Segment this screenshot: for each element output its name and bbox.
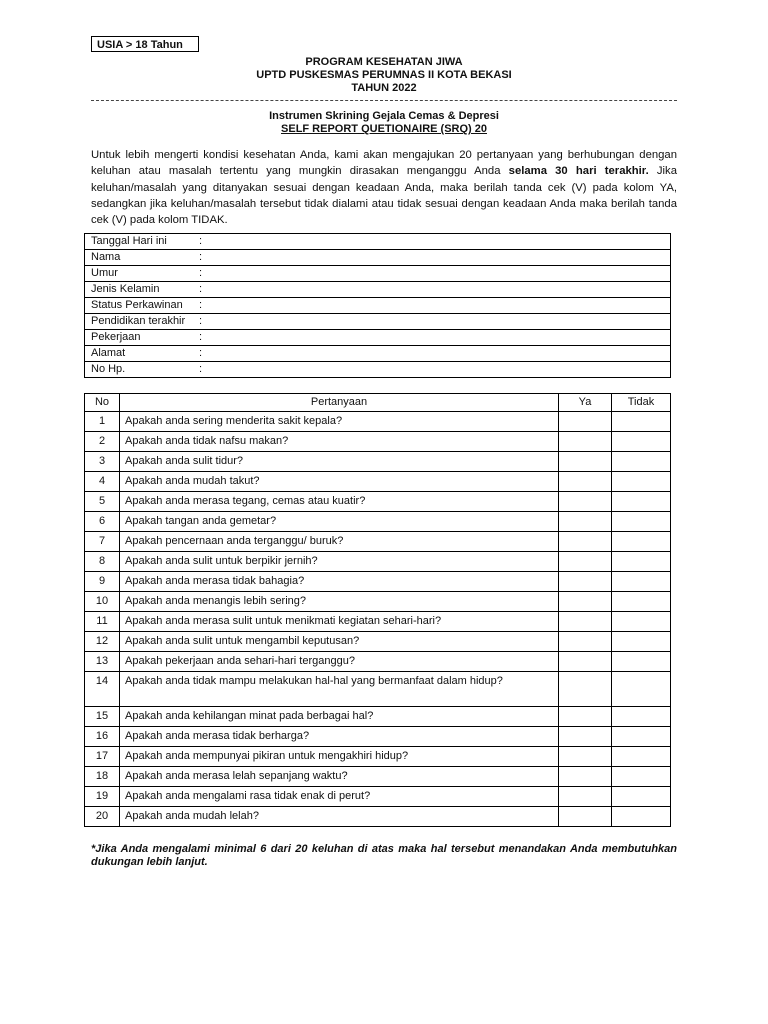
- answer-ya-cell[interactable]: [559, 632, 612, 652]
- question-text: Apakah anda sulit untuk mengambil keputusan?: [120, 632, 559, 652]
- question-row: [85, 632, 671, 652]
- answer-tidak-cell[interactable]: [612, 672, 671, 707]
- question-number: 9: [85, 572, 120, 592]
- identity-row: [85, 282, 671, 298]
- identity-label: No Hp.: [91, 363, 126, 375]
- question-text: Apakah tangan anda gemetar?: [120, 512, 559, 532]
- answer-ya-cell[interactable]: [559, 432, 612, 452]
- program-title: PROGRAM KESEHATAN JIWA: [305, 56, 463, 68]
- identity-row: [85, 250, 671, 266]
- header-no: No: [85, 394, 120, 412]
- question-row: [85, 787, 671, 807]
- answer-ya-cell[interactable]: [559, 747, 612, 767]
- identity-field[interactable]: [85, 282, 671, 298]
- answer-tidak-cell[interactable]: [612, 572, 671, 592]
- question-row: [85, 532, 671, 552]
- identity-field[interactable]: [85, 298, 671, 314]
- identity-label: Umur: [91, 267, 118, 279]
- identity-colon: :: [199, 283, 203, 295]
- identity-table: [84, 233, 671, 378]
- question-row: [85, 652, 671, 672]
- identity-label: Nama: [91, 251, 121, 263]
- questions-header-row: [85, 394, 671, 412]
- question-row: [85, 727, 671, 747]
- answer-tidak-cell[interactable]: [612, 472, 671, 492]
- question-text: Apakah anda sulit untuk berpikir jernih?: [120, 552, 559, 572]
- question-row: [85, 452, 671, 472]
- answer-tidak-cell[interactable]: [612, 747, 671, 767]
- answer-tidak-cell[interactable]: [612, 767, 671, 787]
- question-text: Apakah anda sering menderita sakit kepala?: [120, 412, 559, 432]
- answer-ya-cell[interactable]: [559, 612, 612, 632]
- question-row: [85, 512, 671, 532]
- question-text: Apakah anda merasa tidak berharga?: [120, 727, 559, 747]
- answer-tidak-cell[interactable]: [612, 492, 671, 512]
- question-number: 19: [85, 787, 120, 807]
- question-number: 3: [85, 452, 120, 472]
- question-text: Apakah anda mudah takut?: [120, 472, 559, 492]
- identity-colon: :: [199, 235, 203, 247]
- question-row: [85, 572, 671, 592]
- question-row: [85, 432, 671, 452]
- identity-field[interactable]: [85, 266, 671, 282]
- answer-tidak-cell[interactable]: [612, 432, 671, 452]
- questionnaire-name: SELF REPORT QUETIONAIRE (SRQ) 20: [281, 123, 487, 135]
- instructions-text-2: Jika keluhan/masalah yang ditanyakan sesuai dengan keadaan Anda, maka berilah tanda cek (V) pada kolom YA, sedangkan jika keluhan/masalah tersebut tidak dialami atau tidak sesuai dengan keadaan Anda maka berilah tanda cek (V) pada kolom TIDAK.: [91, 165, 677, 227]
- age-label-box: USIA > 18 Tahun: [91, 36, 199, 52]
- question-number: 6: [85, 512, 120, 532]
- identity-row: [85, 266, 671, 282]
- identity-colon: :: [199, 267, 203, 279]
- identity-row: [85, 234, 671, 250]
- identity-field[interactable]: [85, 346, 671, 362]
- question-number: 12: [85, 632, 120, 652]
- question-row: [85, 767, 671, 787]
- question-row: [85, 707, 671, 727]
- question-number: 10: [85, 592, 120, 612]
- answer-ya-cell[interactable]: [559, 452, 612, 472]
- identity-colon: :: [199, 251, 203, 263]
- answer-ya-cell[interactable]: [559, 767, 612, 787]
- answer-tidak-cell[interactable]: [612, 452, 671, 472]
- question-row: [85, 807, 671, 827]
- question-text: Apakah anda menangis lebih sering?: [120, 592, 559, 612]
- question-row: [85, 592, 671, 612]
- identity-field[interactable]: [85, 234, 671, 250]
- question-row: [85, 412, 671, 432]
- question-text: Apakah anda tidak mampu melakukan hal-hal yang bermanfaat dalam hidup?: [120, 672, 559, 707]
- answer-tidak-cell[interactable]: [612, 707, 671, 727]
- question-number: 14: [85, 672, 120, 707]
- identity-field[interactable]: [85, 250, 671, 266]
- answer-ya-cell[interactable]: [559, 807, 612, 827]
- identity-field[interactable]: [85, 314, 671, 330]
- question-text: Apakah anda kehilangan minat pada berbagai hal?: [120, 707, 559, 727]
- question-number: 5: [85, 492, 120, 512]
- identity-row: [85, 298, 671, 314]
- question-text: Apakah anda merasa sulit untuk menikmati kegiatan sehari-hari?: [120, 612, 559, 632]
- answer-tidak-cell[interactable]: [612, 412, 671, 432]
- header-tidak: Tidak: [612, 394, 671, 412]
- question-number: 4: [85, 472, 120, 492]
- answer-tidak-cell[interactable]: [612, 632, 671, 652]
- identity-label: Pekerjaan: [91, 331, 141, 343]
- identity-colon: :: [199, 331, 203, 343]
- institution-name: UPTD PUSKESMAS PERUMNAS II KOTA BEKASI: [256, 69, 512, 81]
- questions-table: [84, 393, 671, 827]
- question-row: [85, 552, 671, 572]
- question-number: 18: [85, 767, 120, 787]
- program-year: TAHUN 2022: [351, 82, 417, 94]
- answer-ya-cell[interactable]: [559, 652, 612, 672]
- identity-colon: :: [199, 347, 203, 359]
- question-number: 20: [85, 807, 120, 827]
- question-number: 16: [85, 727, 120, 747]
- question-row: [85, 492, 671, 512]
- question-row: [85, 747, 671, 767]
- question-row: [85, 672, 671, 707]
- identity-colon: :: [199, 315, 203, 327]
- answer-ya-cell[interactable]: [559, 707, 612, 727]
- question-text: Apakah anda sulit tidur?: [120, 452, 559, 472]
- question-number: 8: [85, 552, 120, 572]
- dashed-divider: [91, 100, 677, 101]
- question-number: 1: [85, 412, 120, 432]
- answer-ya-cell[interactable]: [559, 572, 612, 592]
- identity-row: [85, 314, 671, 330]
- question-text: Apakah anda merasa tidak bahagia?: [120, 572, 559, 592]
- answer-ya-cell[interactable]: [559, 412, 612, 432]
- instructions-paragraph: [91, 147, 677, 228]
- answer-ya-cell[interactable]: [559, 787, 612, 807]
- question-text: Apakah anda mudah lelah?: [120, 807, 559, 827]
- identity-row: [85, 346, 671, 362]
- instructions-emphasis: selama 30 hari terakhir.: [508, 165, 649, 178]
- identity-label: Tanggal Hari ini: [91, 235, 167, 247]
- question-text: Apakah anda merasa lelah sepanjang waktu?: [120, 767, 559, 787]
- header-question: Pertanyaan: [120, 394, 559, 412]
- answer-ya-cell[interactable]: [559, 727, 612, 747]
- answer-tidak-cell[interactable]: [612, 787, 671, 807]
- instructions-text-1: Untuk lebih mengerti kondisi kesehatan Anda, kami akan mengajukan 20 pertanyaan yang berhubungan dengan keluhan atau masalah tertentu yang mungkin dirasakan menganggu Anda: [91, 149, 677, 178]
- footnote: *Jika Anda mengalami minimal 6 dari 20 keluhan di atas maka hal tersebut menandakan Anda membutuhkan dukungan lebih lanjut.: [91, 843, 677, 868]
- answer-tidak-cell[interactable]: [612, 512, 671, 532]
- answer-tidak-cell[interactable]: [612, 652, 671, 672]
- answer-ya-cell[interactable]: [559, 532, 612, 552]
- identity-colon: :: [199, 363, 203, 375]
- answer-tidak-cell[interactable]: [612, 532, 671, 552]
- question-text: Apakah anda tidak nafsu makan?: [120, 432, 559, 452]
- answer-ya-cell[interactable]: [559, 672, 612, 707]
- question-text: Apakah anda mengalami rasa tidak enak di perut?: [120, 787, 559, 807]
- answer-ya-cell[interactable]: [559, 512, 612, 532]
- identity-row: [85, 362, 671, 378]
- question-number: 2: [85, 432, 120, 452]
- answer-tidak-cell[interactable]: [612, 807, 671, 827]
- program-header: [84, 56, 684, 95]
- question-number: 15: [85, 707, 120, 727]
- question-number: 17: [85, 747, 120, 767]
- instrument-title: [84, 110, 684, 136]
- question-number: 7: [85, 532, 120, 552]
- header-ya: Ya: [559, 394, 612, 412]
- identity-colon: :: [199, 299, 203, 311]
- question-number: 11: [85, 612, 120, 632]
- answer-ya-cell[interactable]: [559, 472, 612, 492]
- question-text: Apakah anda merasa tegang, cemas atau kuatir?: [120, 492, 559, 512]
- answer-ya-cell[interactable]: [559, 592, 612, 612]
- identity-field[interactable]: [85, 362, 671, 378]
- answer-tidak-cell[interactable]: [612, 552, 671, 572]
- question-row: [85, 612, 671, 632]
- question-text: Apakah anda mempunyai pikiran untuk mengakhiri hidup?: [120, 747, 559, 767]
- identity-field[interactable]: [85, 330, 671, 346]
- answer-tidak-cell[interactable]: [612, 612, 671, 632]
- identity-label: Status Perkawinan: [91, 299, 183, 311]
- answer-tidak-cell[interactable]: [612, 727, 671, 747]
- identity-label: Pendidikan terakhir: [91, 315, 186, 327]
- instrument-name: Instrumen Skrining Gejala Cemas & Depresi: [269, 110, 499, 122]
- answer-tidak-cell[interactable]: [612, 592, 671, 612]
- answer-ya-cell[interactable]: [559, 552, 612, 572]
- question-number: 13: [85, 652, 120, 672]
- answer-ya-cell[interactable]: [559, 492, 612, 512]
- identity-label: Alamat: [91, 347, 126, 359]
- question-text: Apakah pencernaan anda terganggu/ buruk?: [120, 532, 559, 552]
- question-row: [85, 472, 671, 492]
- identity-row: [85, 330, 671, 346]
- identity-label: Jenis Kelamin: [91, 283, 160, 295]
- question-text: Apakah pekerjaan anda sehari-hari terganggu?: [120, 652, 559, 672]
